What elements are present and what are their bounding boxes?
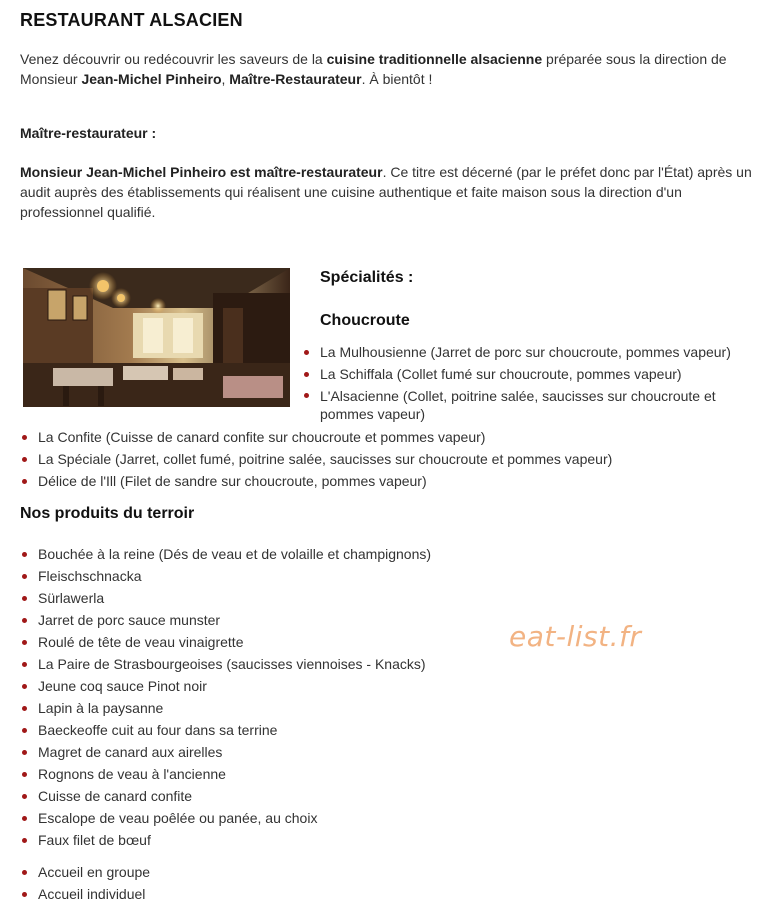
list-item: Fleischschnacka: [20, 565, 760, 587]
choucroute-list: [302, 341, 757, 425]
terroir-list: [20, 543, 760, 851]
list-item: Faux filet de bœuf: [20, 829, 760, 851]
watermark: eat-list.fr: [509, 620, 642, 653]
list-item: La Mulhousienne (Jarret de porc sur choucroute, pommes vapeur): [302, 341, 757, 363]
list-item: Bouchée à la reine (Dés de veau et de volaille et champignons): [20, 543, 760, 565]
list-item: Accueil en groupe: [20, 861, 760, 883]
list-item: La Paire de Strasbourgeoises (saucisses viennoises - Knacks): [20, 653, 760, 675]
restaurant-interior-photo: [23, 268, 290, 407]
list-item: Délice de l'Ill (Filet de sandre sur choucroute, pommes vapeur): [20, 470, 760, 492]
list-item: Sürlawerla: [20, 587, 760, 609]
choucroute-heading: Choucroute: [320, 312, 410, 329]
list-item: La Confite (Cuisse de canard confite sur choucroute et pommes vapeur): [20, 426, 760, 448]
list-item: Rognons de veau à l'ancienne: [20, 763, 760, 785]
maitre-restaurateur-paragraph: Monsieur Jean-Michel Pinheiro est maître-restaurateur. Ce titre est décerné (par le préfet donc par l'État) après un audit auprès des établissements qui réalisent une cuisine authentique et faite maison sous la direction d'un professionnel qualifié.: [20, 164, 752, 220]
list-item: Jarret de porc sauce munster: [20, 609, 760, 631]
list-item: Escalope de veau poêlée ou panée, au choix: [20, 807, 760, 829]
list-item: Lapin à la paysanne: [20, 697, 760, 719]
list-item: Baeckeoffe cuit au four dans sa terrine: [20, 719, 760, 741]
choucroute-list-continued: [20, 426, 760, 492]
page-title: RESTAURANT ALSACIEN: [20, 10, 243, 30]
list-item: Cuisse de canard confite: [20, 785, 760, 807]
list-item: La Spéciale (Jarret, collet fumé, poitrine salée, saucisses sur choucroute et pommes vapeur): [20, 448, 760, 470]
intro-paragraph: Venez découvrir ou redécouvrir les saveurs de la cuisine traditionnelle alsacienne préparée sous la direction de Monsieur Jean-Michel Pinheiro, Maître-Restaurateur. À bientôt !: [20, 51, 727, 87]
list-item: Accueil individuel: [20, 883, 760, 905]
list-item: Magret de canard aux airelles: [20, 741, 760, 763]
list-item: Roulé de tête de veau vinaigrette: [20, 631, 760, 653]
terroir-heading: Nos produits du terroir: [20, 505, 195, 522]
list-item: La Schiffala (Collet fumé sur choucroute, pommes vapeur): [302, 363, 757, 385]
list-item: Jeune coq sauce Pinot noir: [20, 675, 760, 697]
list-item: L'Alsacienne (Collet, poitrine salée, saucisses sur choucroute et pommes vapeur): [302, 385, 757, 425]
maitre-restaurateur-label: Maître-restaurateur :: [20, 125, 157, 141]
accueil-list: [20, 861, 760, 905]
specialites-heading: Spécialités :: [320, 269, 414, 286]
